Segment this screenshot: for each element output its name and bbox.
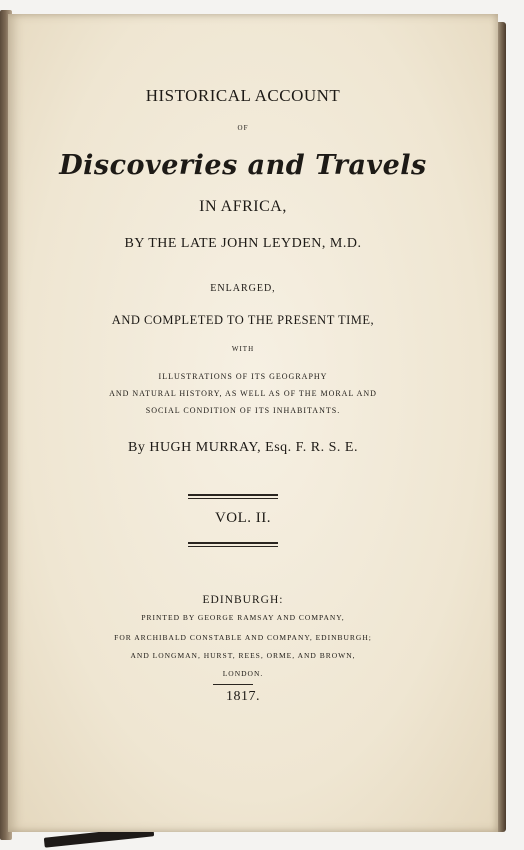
rule-above-volume [188,494,278,499]
title-main: Discoveries and Travels [59,150,427,181]
rule-below-volume [188,542,278,547]
title-heading: HISTORICAL ACCOUNT [145,86,341,105]
illustrations-line: ILLUSTRATIONS OF ITS GEOGRAPHY [158,372,328,381]
title-in-africa: IN AFRICA, [199,198,287,215]
publication-year: 1817. [226,689,260,704]
imprint-publisher-edinburgh: FOR ARCHIBALD CONSTABLE AND COMPANY, EDINBURGH; [114,633,372,642]
author-line: BY THE LATE JOHN LEYDEN, M.D. [124,236,362,251]
editor-line: By HUGH MURRAY, Esq. F. R. S. E. [128,440,358,455]
title-of: OF [237,124,249,132]
imprint-publisher-london: AND LONGMAN, HURST, REES, ORME, AND BROWN, [130,651,356,660]
rule-above-year [213,684,253,685]
enlarged-line: ENLARGED, [210,283,276,294]
completed-line: AND COMPLETED TO THE PRESENT TIME, [111,313,375,327]
title-page [8,14,498,832]
imprint-city: EDINBURGH: [202,594,284,606]
imprint-london: LONDON. [222,669,264,678]
with-line: WITH [231,345,255,353]
imprint-printer: PRINTED BY GEORGE RAMSAY AND COMPANY, [141,613,345,622]
natural-history-line: AND NATURAL HISTORY, AS WELL AS OF THE MORAL AND [109,389,377,398]
social-condition-line: SOCIAL CONDITION OF ITS INHABITANTS. [145,406,341,415]
volume-number: VOL. II. [214,510,272,526]
